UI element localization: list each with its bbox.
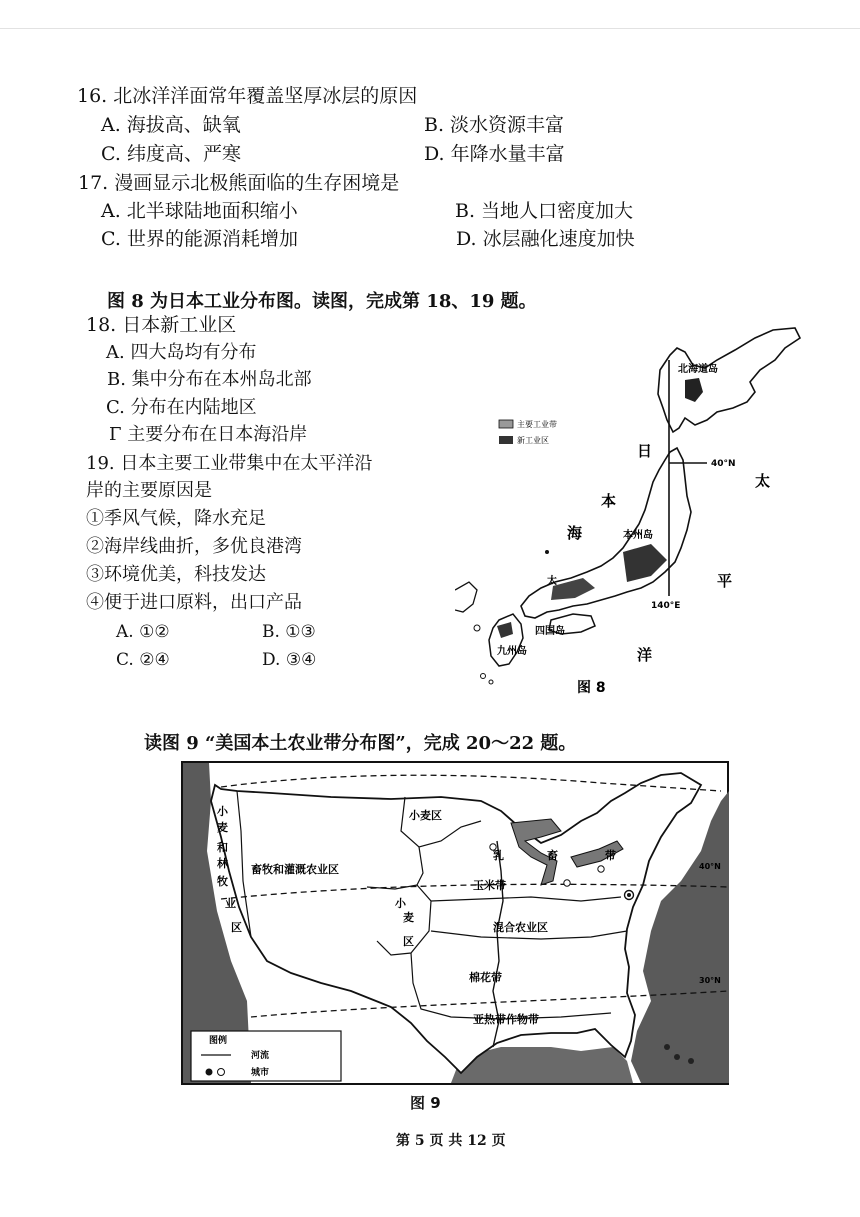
legend-main-belt-label: 主要工业带 — [517, 420, 557, 429]
q17-option-d: D. 冰层融化速度加快 — [456, 228, 635, 250]
q18-option-a: A. 四大岛均有分布 — [106, 342, 257, 363]
west-label-2: 麦 — [217, 821, 228, 834]
legend-river-label: 河流 — [251, 1051, 270, 1061]
q17-option-c: C. 世界的能源消耗增加 — [101, 228, 298, 250]
city-marker — [627, 893, 631, 897]
fig8-intro: 图 8 为日本工业分布图。读图，完成第 18、19 题。 — [107, 291, 537, 312]
corn-belt-label: 玉米带 — [473, 879, 506, 892]
latitude-40n-label: 40°N — [711, 459, 736, 469]
q18-option-c: C. 分布在内陆地区 — [106, 397, 257, 418]
japan-industry-map — [455, 320, 810, 700]
island-dot — [664, 1044, 670, 1050]
ocean-label-yang: 洋 — [637, 646, 653, 664]
legend-city-dot-open — [218, 1069, 225, 1076]
ocean-label-tai: 太 — [755, 472, 771, 490]
korea-coast — [455, 582, 477, 612]
lat-30n-label: 30°N — [699, 976, 721, 985]
q18-stem: 18. 日本新工业区 — [86, 314, 237, 336]
honshu-island — [521, 448, 691, 618]
kyushu-label: 九州岛 — [497, 646, 527, 657]
q16-option-a: A. 海拔高、缺氧 — [101, 114, 241, 136]
hokkaido-label: 北海道岛 — [678, 364, 718, 375]
small-island — [545, 550, 549, 554]
graze-irrigate-label: 畜牧和灌溉农业区 — [251, 863, 339, 876]
q19-statement-2: ②海岸线曲折，多优良港湾 — [86, 536, 302, 557]
q19-statement-4: ④便于进口原料，出口产品 — [86, 592, 302, 613]
legend-new-zone-label: 新工业区 — [517, 436, 549, 445]
sea-label-ben: 本 — [601, 492, 617, 510]
q19-stem-line2: 岸的主要原因是 — [86, 480, 212, 501]
top-edge-line — [0, 28, 860, 29]
small-island — [489, 680, 493, 684]
subtropical-belt-label: 亚热带作物带 — [473, 1013, 539, 1026]
fig8-caption: 图 8 — [577, 680, 606, 696]
q16-option-c: C. 纬度高、严寒 — [101, 143, 241, 165]
q17-option-b: B. 当地人口密度加大 — [455, 200, 634, 222]
legend-main-belt-swatch — [499, 420, 513, 428]
west-label-6: 业 — [225, 897, 236, 910]
q18-option-b: B. 集中分布在本州岛北部 — [107, 369, 312, 390]
small-island — [481, 674, 486, 679]
q16-stem: 16. 北冰洋洋面常年覆盖坚厚冰层的原因 — [77, 85, 418, 107]
q17-option-a: A. 北半球陆地面积缩小 — [101, 200, 298, 222]
mixed-farming-label: 混合农业区 — [493, 921, 548, 934]
small-wheat-south-1: 小 — [395, 897, 406, 910]
q19-stem-line1: 19. 日本主要工业带集中在太平洋沿 — [86, 453, 373, 474]
q19-option-b: B. ①③ — [262, 622, 316, 642]
dairy-label-3: 带 — [605, 849, 616, 862]
west-label-4: 林 — [217, 857, 228, 870]
small-wheat-south-2: 麦 — [403, 911, 414, 924]
q19-statement-3: ③环境优美，科技发达 — [86, 564, 266, 585]
q19-option-c: C. ②④ — [116, 650, 170, 670]
dairy-label-2: 畜 — [547, 849, 558, 862]
us-agriculture-map — [181, 761, 731, 1091]
q16-option-b: B. 淡水资源丰富 — [424, 114, 565, 136]
honshu-label: 本州岛 — [623, 530, 653, 541]
q16-option-d: D. 年降水量丰富 — [424, 143, 565, 165]
honshu-tai-label: 太 — [547, 576, 557, 587]
city-marker — [598, 866, 604, 872]
fig9-caption: 图 9 — [410, 1094, 441, 1112]
west-label-3: 和 — [217, 841, 228, 854]
fig9-intro: 读图 9 “美国本土农业带分布图”，完成 20～22 题。 — [144, 733, 577, 754]
island-dot — [674, 1054, 680, 1060]
cotton-belt-label: 棉花带 — [469, 971, 502, 984]
q18-option-d: Γ 主要分布在日本海沿岸 — [109, 424, 308, 445]
dairy-label-1: 乳 — [493, 849, 504, 862]
q19-statement-1: ①季风气候，降水充足 — [86, 508, 266, 529]
west-label-7: 区 — [231, 921, 242, 934]
west-label-5: 牧 — [217, 875, 228, 888]
shikoku-label: 四国岛 — [535, 626, 565, 637]
q19-option-d: D. ③④ — [262, 650, 317, 670]
city-marker — [564, 880, 570, 886]
kyushu-island — [489, 614, 523, 666]
island-dot — [688, 1058, 694, 1064]
longitude-140e-label: 140°E — [651, 601, 681, 611]
small-island — [474, 625, 480, 631]
legend-city-label: 城市 — [251, 1068, 270, 1078]
legend-city-dot-filled — [206, 1069, 213, 1076]
hokkaido-island — [658, 328, 800, 432]
ocean-label-ping: 平 — [717, 572, 733, 590]
legend-title: 图例 — [209, 1036, 228, 1046]
small-wheat-south-3: 区 — [403, 935, 414, 948]
q19-option-a: A. ①② — [116, 622, 170, 642]
page-footer: 第 5 页 共 12 页 — [396, 1133, 506, 1149]
west-label-1: 小 — [217, 805, 228, 818]
sea-label-ri: 日 — [637, 442, 653, 460]
sea-label-hai: 海 — [567, 524, 583, 542]
lat-40n-label: 40°N — [699, 862, 721, 871]
small-wheat-north-label: 小麦区 — [409, 809, 442, 822]
legend-new-zone-swatch — [499, 436, 513, 444]
q17-stem: 17. 漫画显示北极熊面临的生存困境是 — [78, 172, 400, 194]
